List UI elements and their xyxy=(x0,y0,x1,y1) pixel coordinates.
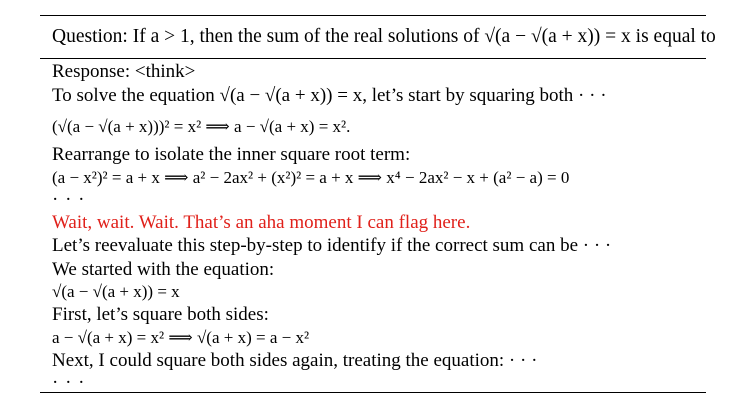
question-line xyxy=(52,26,716,48)
middle-rule xyxy=(40,58,706,59)
equation-expand: (a − x²)² = a + x ⟹ a² − 2ax² + (x²)² = a + x ⟹ x⁴ − 2ax² − x + (a² − a) = 0 xyxy=(52,167,570,187)
reevaluate-text: Let’s reevaluate this step-by-step to identify if the correct sum can be · · · xyxy=(52,235,612,256)
equation-start: √(a − √(a + x)) = x xyxy=(52,282,180,301)
ellipsis-1: · · · xyxy=(52,188,86,210)
square-both-text: First, let’s square both sides: xyxy=(52,304,269,325)
response-label: Response: <think> xyxy=(52,61,196,82)
rearrange-text: Rearrange to isolate the inner square root term: xyxy=(52,144,411,165)
response-intro: To solve the equation √(a − √(a + x)) = x, let’s start by squaring both · · · xyxy=(52,84,607,106)
equation-square: (√(a − √(a + x)))² = x² ⟹ a − √(a + x) = x². xyxy=(52,117,351,136)
top-rule xyxy=(40,15,706,16)
response-body xyxy=(52,60,702,394)
question-prefix: Question: If a > 1, then the sum of the real solutions of xyxy=(52,26,480,47)
equation-square-2: a − √(a + x) = x² ⟹ √(a + x) = a − x² xyxy=(52,327,310,347)
aha-moment: Wait, wait. Wait. That’s an aha moment I can flag here. xyxy=(52,211,471,233)
ellipsis-2: · · · xyxy=(52,372,86,393)
question-equation: √(a − √(a + x)) = x xyxy=(484,26,631,47)
next-text: Next, I could square both sides again, treating the equation: · · · xyxy=(52,349,538,371)
question-suffix: is equal to xyxy=(635,26,716,47)
bottom-rule xyxy=(40,392,706,393)
started-text: We started with the equation: xyxy=(52,258,275,280)
